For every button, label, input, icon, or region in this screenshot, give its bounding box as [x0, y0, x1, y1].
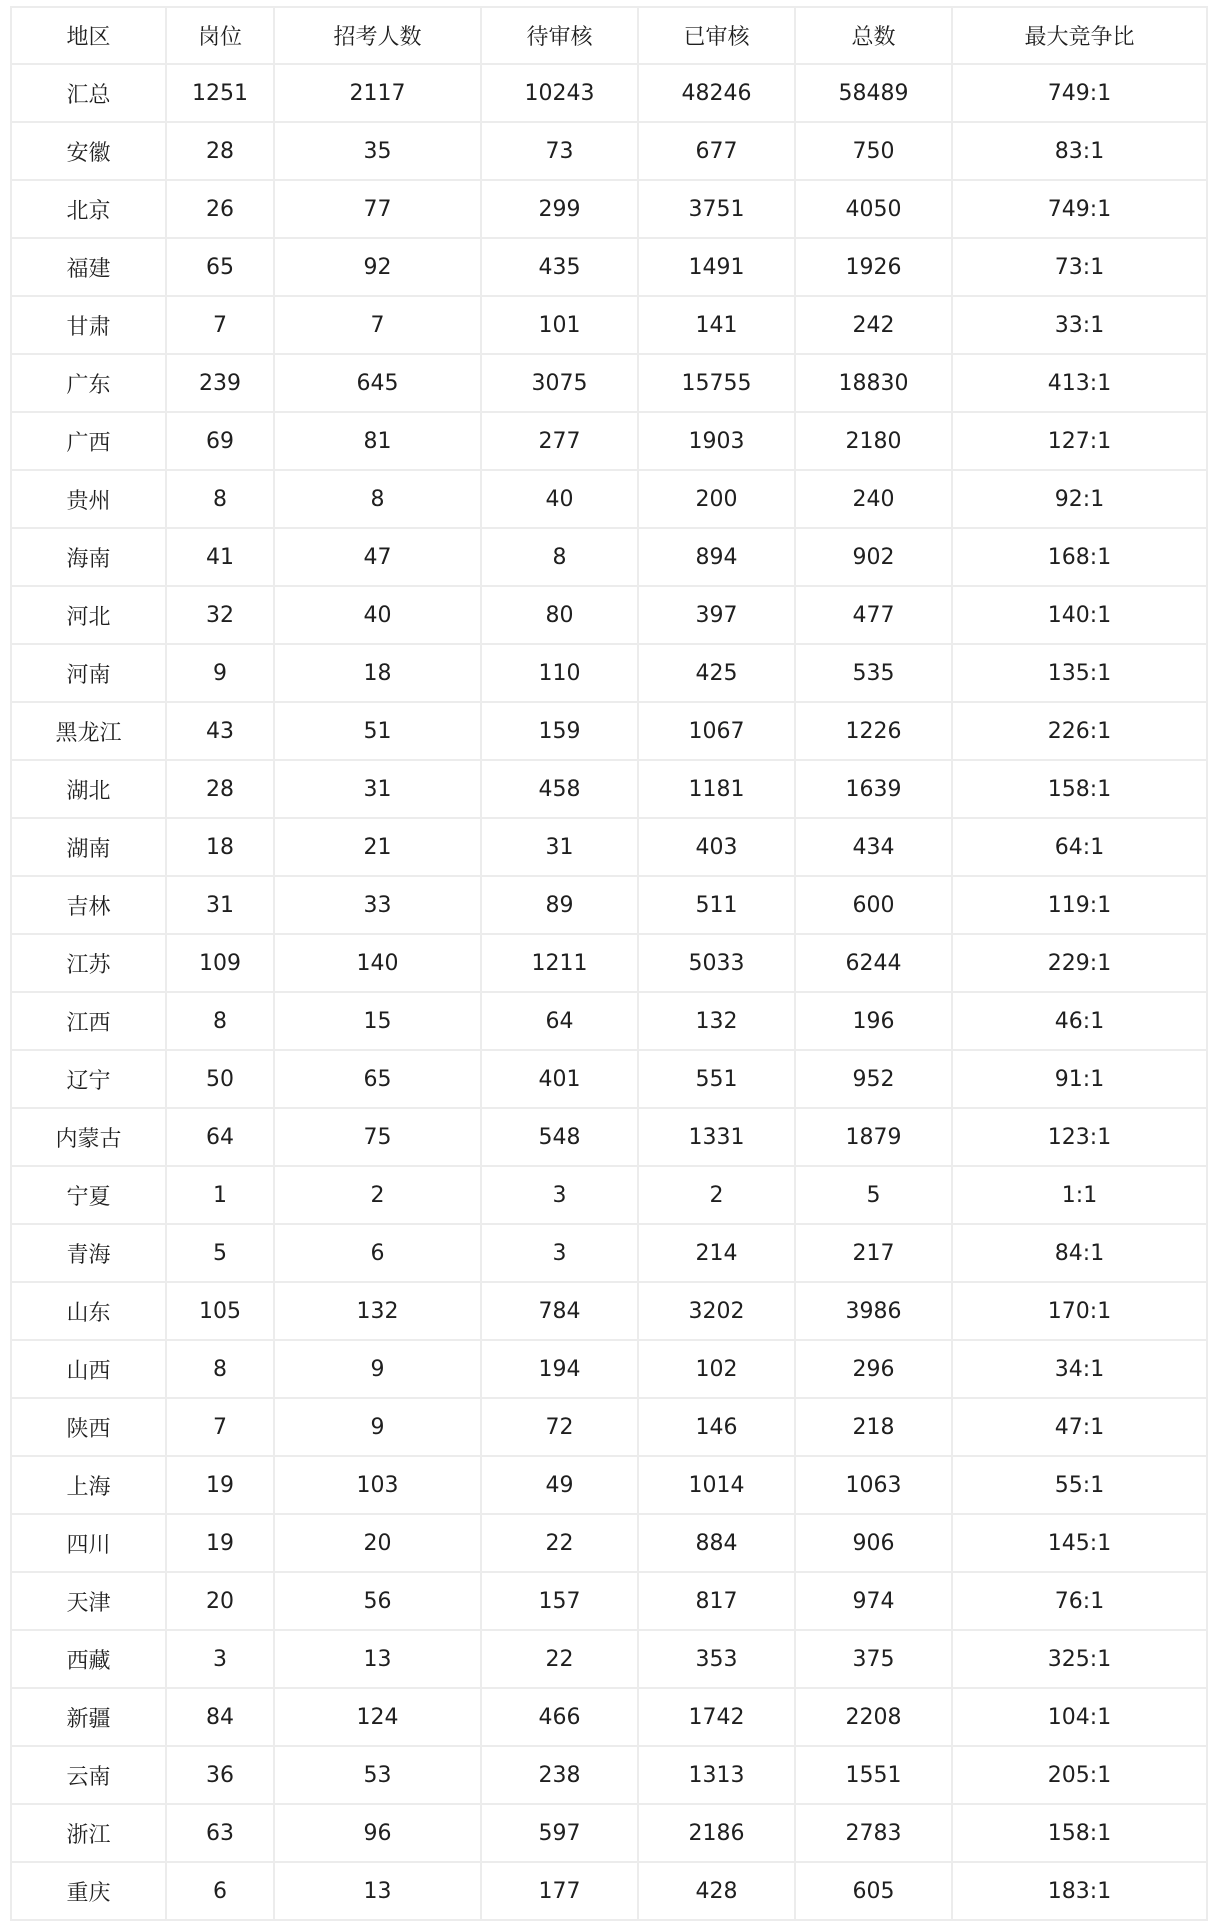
region-cell: 上海: [11, 1456, 166, 1514]
table-row: [11, 64, 1207, 122]
region-cell: 西藏: [11, 1630, 166, 1688]
posts-cell: 7: [166, 1398, 274, 1456]
approved-cell: 1014: [638, 1456, 795, 1514]
total-cell: 1879: [795, 1108, 952, 1166]
recruit-count-cell: 15: [274, 992, 481, 1050]
approved-cell: 2: [638, 1166, 795, 1224]
pending-cell: 548: [481, 1108, 638, 1166]
pending-cell: 8: [481, 528, 638, 586]
approved-cell: 428: [638, 1862, 795, 1920]
posts-cell: 32: [166, 586, 274, 644]
recruit-count-cell: 65: [274, 1050, 481, 1108]
recruit-count-cell: 96: [274, 1804, 481, 1862]
region-cell: 浙江: [11, 1804, 166, 1862]
posts-cell: 41: [166, 528, 274, 586]
posts-cell: 5: [166, 1224, 274, 1282]
max-ratio-cell: 229:1: [952, 934, 1207, 992]
recruit-count-cell: 132: [274, 1282, 481, 1340]
exam-stats-table: [10, 6, 1208, 1921]
approved-cell: 677: [638, 122, 795, 180]
pending-cell: 3: [481, 1224, 638, 1282]
max-ratio-cell: 749:1: [952, 180, 1207, 238]
table-row: [11, 1630, 1207, 1688]
total-cell: 1926: [795, 238, 952, 296]
total-cell: 242: [795, 296, 952, 354]
approved-cell: 214: [638, 1224, 795, 1282]
total-cell: 1226: [795, 702, 952, 760]
region-cell: 辽宁: [11, 1050, 166, 1108]
posts-cell: 9: [166, 644, 274, 702]
region-cell: 山西: [11, 1340, 166, 1398]
total-cell: 240: [795, 470, 952, 528]
region-cell: 云南: [11, 1746, 166, 1804]
header-posts: 岗位: [166, 7, 274, 64]
posts-cell: 69: [166, 412, 274, 470]
total-cell: 5: [795, 1166, 952, 1224]
region-cell: 安徽: [11, 122, 166, 180]
pending-cell: 435: [481, 238, 638, 296]
total-cell: 218: [795, 1398, 952, 1456]
total-cell: 6244: [795, 934, 952, 992]
posts-cell: 19: [166, 1514, 274, 1572]
posts-cell: 84: [166, 1688, 274, 1746]
header-row: [11, 7, 1207, 64]
total-cell: 902: [795, 528, 952, 586]
table-row: [11, 238, 1207, 296]
posts-cell: 28: [166, 760, 274, 818]
recruit-count-cell: 2: [274, 1166, 481, 1224]
posts-cell: 43: [166, 702, 274, 760]
approved-cell: 3202: [638, 1282, 795, 1340]
approved-cell: 141: [638, 296, 795, 354]
pending-cell: 80: [481, 586, 638, 644]
total-cell: 750: [795, 122, 952, 180]
region-cell: 黑龙江: [11, 702, 166, 760]
posts-cell: 63: [166, 1804, 274, 1862]
max-ratio-cell: 123:1: [952, 1108, 1207, 1166]
pending-cell: 64: [481, 992, 638, 1050]
table-row: [11, 1804, 1207, 1862]
approved-cell: 1491: [638, 238, 795, 296]
recruit-count-cell: 40: [274, 586, 481, 644]
recruit-count-cell: 13: [274, 1630, 481, 1688]
region-cell: 内蒙古: [11, 1108, 166, 1166]
approved-cell: 146: [638, 1398, 795, 1456]
pending-cell: 597: [481, 1804, 638, 1862]
recruit-count-cell: 47: [274, 528, 481, 586]
total-cell: 3986: [795, 1282, 952, 1340]
table-row: [11, 412, 1207, 470]
posts-cell: 8: [166, 992, 274, 1050]
table-row: [11, 876, 1207, 934]
region-cell: 江西: [11, 992, 166, 1050]
pending-cell: 1211: [481, 934, 638, 992]
region-cell: 四川: [11, 1514, 166, 1572]
pending-cell: 101: [481, 296, 638, 354]
approved-cell: 2186: [638, 1804, 795, 1862]
table-row: [11, 470, 1207, 528]
approved-cell: 5033: [638, 934, 795, 992]
posts-cell: 26: [166, 180, 274, 238]
pending-cell: 466: [481, 1688, 638, 1746]
posts-cell: 20: [166, 1572, 274, 1630]
table-row: [11, 122, 1207, 180]
approved-cell: 511: [638, 876, 795, 934]
max-ratio-cell: 135:1: [952, 644, 1207, 702]
posts-cell: 8: [166, 1340, 274, 1398]
max-ratio-cell: 205:1: [952, 1746, 1207, 1804]
total-cell: 2180: [795, 412, 952, 470]
approved-cell: 425: [638, 644, 795, 702]
table-row: [11, 934, 1207, 992]
recruit-count-cell: 21: [274, 818, 481, 876]
pending-cell: 238: [481, 1746, 638, 1804]
recruit-count-cell: 103: [274, 1456, 481, 1514]
max-ratio-cell: 104:1: [952, 1688, 1207, 1746]
pending-cell: 3075: [481, 354, 638, 412]
table-header: [11, 7, 1207, 64]
recruit-count-cell: 20: [274, 1514, 481, 1572]
approved-cell: 1067: [638, 702, 795, 760]
total-cell: 18830: [795, 354, 952, 412]
approved-cell: 15755: [638, 354, 795, 412]
table-row: [11, 1862, 1207, 1920]
pending-cell: 401: [481, 1050, 638, 1108]
max-ratio-cell: 325:1: [952, 1630, 1207, 1688]
region-cell: 河南: [11, 644, 166, 702]
recruit-count-cell: 75: [274, 1108, 481, 1166]
pending-cell: 177: [481, 1862, 638, 1920]
region-cell: 贵州: [11, 470, 166, 528]
recruit-count-cell: 7: [274, 296, 481, 354]
max-ratio-cell: 119:1: [952, 876, 1207, 934]
recruit-count-cell: 13: [274, 1862, 481, 1920]
max-ratio-cell: 83:1: [952, 122, 1207, 180]
recruit-count-cell: 18: [274, 644, 481, 702]
total-cell: 296: [795, 1340, 952, 1398]
table-row: [11, 1224, 1207, 1282]
recruit-count-cell: 31: [274, 760, 481, 818]
region-cell: 宁夏: [11, 1166, 166, 1224]
pending-cell: 73: [481, 122, 638, 180]
table-row: [11, 760, 1207, 818]
posts-cell: 6: [166, 1862, 274, 1920]
posts-cell: 64: [166, 1108, 274, 1166]
total-cell: 4050: [795, 180, 952, 238]
header-max-ratio: 最大竞争比: [952, 7, 1207, 64]
total-cell: 375: [795, 1630, 952, 1688]
recruit-count-cell: 2117: [274, 64, 481, 122]
region-cell: 吉林: [11, 876, 166, 934]
total-cell: 196: [795, 992, 952, 1050]
max-ratio-cell: 183:1: [952, 1862, 1207, 1920]
pending-cell: 89: [481, 876, 638, 934]
table-row: [11, 702, 1207, 760]
table-row: [11, 818, 1207, 876]
recruit-count-cell: 9: [274, 1340, 481, 1398]
max-ratio-cell: 168:1: [952, 528, 1207, 586]
table-row: [11, 992, 1207, 1050]
pending-cell: 194: [481, 1340, 638, 1398]
max-ratio-cell: 46:1: [952, 992, 1207, 1050]
recruit-count-cell: 56: [274, 1572, 481, 1630]
total-cell: 2783: [795, 1804, 952, 1862]
approved-cell: 884: [638, 1514, 795, 1572]
approved-cell: 132: [638, 992, 795, 1050]
total-cell: 1639: [795, 760, 952, 818]
approved-cell: 1331: [638, 1108, 795, 1166]
posts-cell: 109: [166, 934, 274, 992]
header-total: 总数: [795, 7, 952, 64]
recruit-count-cell: 645: [274, 354, 481, 412]
pending-cell: 31: [481, 818, 638, 876]
pending-cell: 299: [481, 180, 638, 238]
approved-cell: 894: [638, 528, 795, 586]
region-cell: 广西: [11, 412, 166, 470]
total-cell: 605: [795, 1862, 952, 1920]
table-row: [11, 528, 1207, 586]
approved-cell: 817: [638, 1572, 795, 1630]
total-cell: 217: [795, 1224, 952, 1282]
table-row: [11, 586, 1207, 644]
table-row: [11, 1166, 1207, 1224]
total-cell: 1063: [795, 1456, 952, 1514]
table-row: [11, 1282, 1207, 1340]
max-ratio-cell: 73:1: [952, 238, 1207, 296]
region-cell: 陕西: [11, 1398, 166, 1456]
max-ratio-cell: 91:1: [952, 1050, 1207, 1108]
table-body: [11, 64, 1207, 1920]
pending-cell: 784: [481, 1282, 638, 1340]
pending-cell: 49: [481, 1456, 638, 1514]
pending-cell: 10243: [481, 64, 638, 122]
pending-cell: 22: [481, 1514, 638, 1572]
region-cell: 新疆: [11, 1688, 166, 1746]
pending-cell: 277: [481, 412, 638, 470]
posts-cell: 18: [166, 818, 274, 876]
exam-stats-table-container: [10, 6, 1206, 1921]
max-ratio-cell: 64:1: [952, 818, 1207, 876]
posts-cell: 28: [166, 122, 274, 180]
recruit-count-cell: 51: [274, 702, 481, 760]
posts-cell: 1251: [166, 64, 274, 122]
recruit-count-cell: 33: [274, 876, 481, 934]
pending-cell: 72: [481, 1398, 638, 1456]
max-ratio-cell: 749:1: [952, 64, 1207, 122]
region-cell: 广东: [11, 354, 166, 412]
pending-cell: 159: [481, 702, 638, 760]
region-cell: 山东: [11, 1282, 166, 1340]
region-cell: 青海: [11, 1224, 166, 1282]
table-row: [11, 644, 1207, 702]
pending-cell: 22: [481, 1630, 638, 1688]
approved-cell: 200: [638, 470, 795, 528]
region-cell: 天津: [11, 1572, 166, 1630]
header-recruit-count: 招考人数: [274, 7, 481, 64]
max-ratio-cell: 226:1: [952, 702, 1207, 760]
max-ratio-cell: 145:1: [952, 1514, 1207, 1572]
table-row: [11, 1514, 1207, 1572]
max-ratio-cell: 413:1: [952, 354, 1207, 412]
approved-cell: 48246: [638, 64, 795, 122]
posts-cell: 7: [166, 296, 274, 354]
max-ratio-cell: 158:1: [952, 760, 1207, 818]
region-cell: 湖南: [11, 818, 166, 876]
header-pending: 待审核: [481, 7, 638, 64]
total-cell: 2208: [795, 1688, 952, 1746]
max-ratio-cell: 127:1: [952, 412, 1207, 470]
max-ratio-cell: 34:1: [952, 1340, 1207, 1398]
region-cell: 甘肃: [11, 296, 166, 354]
max-ratio-cell: 92:1: [952, 470, 1207, 528]
region-cell: 湖北: [11, 760, 166, 818]
approved-cell: 1903: [638, 412, 795, 470]
total-cell: 1551: [795, 1746, 952, 1804]
pending-cell: 40: [481, 470, 638, 528]
pending-cell: 110: [481, 644, 638, 702]
approved-cell: 1313: [638, 1746, 795, 1804]
approved-cell: 3751: [638, 180, 795, 238]
table-row: [11, 296, 1207, 354]
approved-cell: 102: [638, 1340, 795, 1398]
posts-cell: 1: [166, 1166, 274, 1224]
max-ratio-cell: 76:1: [952, 1572, 1207, 1630]
region-cell: 河北: [11, 586, 166, 644]
recruit-count-cell: 9: [274, 1398, 481, 1456]
approved-cell: 551: [638, 1050, 795, 1108]
recruit-count-cell: 92: [274, 238, 481, 296]
total-cell: 535: [795, 644, 952, 702]
total-cell: 600: [795, 876, 952, 934]
table-row: [11, 354, 1207, 412]
posts-cell: 36: [166, 1746, 274, 1804]
region-cell: 北京: [11, 180, 166, 238]
recruit-count-cell: 35: [274, 122, 481, 180]
table-row: [11, 180, 1207, 238]
header-region: 地区: [11, 7, 166, 64]
recruit-count-cell: 81: [274, 412, 481, 470]
table-row: [11, 1108, 1207, 1166]
max-ratio-cell: 47:1: [952, 1398, 1207, 1456]
total-cell: 477: [795, 586, 952, 644]
posts-cell: 65: [166, 238, 274, 296]
recruit-count-cell: 140: [274, 934, 481, 992]
max-ratio-cell: 1:1: [952, 1166, 1207, 1224]
table-row: [11, 1340, 1207, 1398]
total-cell: 434: [795, 818, 952, 876]
recruit-count-cell: 124: [274, 1688, 481, 1746]
posts-cell: 239: [166, 354, 274, 412]
total-cell: 952: [795, 1050, 952, 1108]
header-approved: 已审核: [638, 7, 795, 64]
max-ratio-cell: 158:1: [952, 1804, 1207, 1862]
recruit-count-cell: 53: [274, 1746, 481, 1804]
region-cell: 江苏: [11, 934, 166, 992]
table-row: [11, 1456, 1207, 1514]
max-ratio-cell: 55:1: [952, 1456, 1207, 1514]
posts-cell: 3: [166, 1630, 274, 1688]
table-row: [11, 1572, 1207, 1630]
region-cell: 重庆: [11, 1862, 166, 1920]
max-ratio-cell: 140:1: [952, 586, 1207, 644]
recruit-count-cell: 77: [274, 180, 481, 238]
posts-cell: 19: [166, 1456, 274, 1514]
table-row: [11, 1050, 1207, 1108]
approved-cell: 353: [638, 1630, 795, 1688]
posts-cell: 8: [166, 470, 274, 528]
region-cell: 海南: [11, 528, 166, 586]
total-cell: 974: [795, 1572, 952, 1630]
max-ratio-cell: 84:1: [952, 1224, 1207, 1282]
region-cell: 汇总: [11, 64, 166, 122]
table-row: [11, 1688, 1207, 1746]
pending-cell: 157: [481, 1572, 638, 1630]
pending-cell: 458: [481, 760, 638, 818]
posts-cell: 31: [166, 876, 274, 934]
approved-cell: 1742: [638, 1688, 795, 1746]
recruit-count-cell: 6: [274, 1224, 481, 1282]
recruit-count-cell: 8: [274, 470, 481, 528]
posts-cell: 105: [166, 1282, 274, 1340]
approved-cell: 403: [638, 818, 795, 876]
total-cell: 58489: [795, 64, 952, 122]
table-row: [11, 1746, 1207, 1804]
table-row: [11, 1398, 1207, 1456]
approved-cell: 397: [638, 586, 795, 644]
region-cell: 福建: [11, 238, 166, 296]
total-cell: 906: [795, 1514, 952, 1572]
approved-cell: 1181: [638, 760, 795, 818]
max-ratio-cell: 170:1: [952, 1282, 1207, 1340]
max-ratio-cell: 33:1: [952, 296, 1207, 354]
pending-cell: 3: [481, 1166, 638, 1224]
posts-cell: 50: [166, 1050, 274, 1108]
